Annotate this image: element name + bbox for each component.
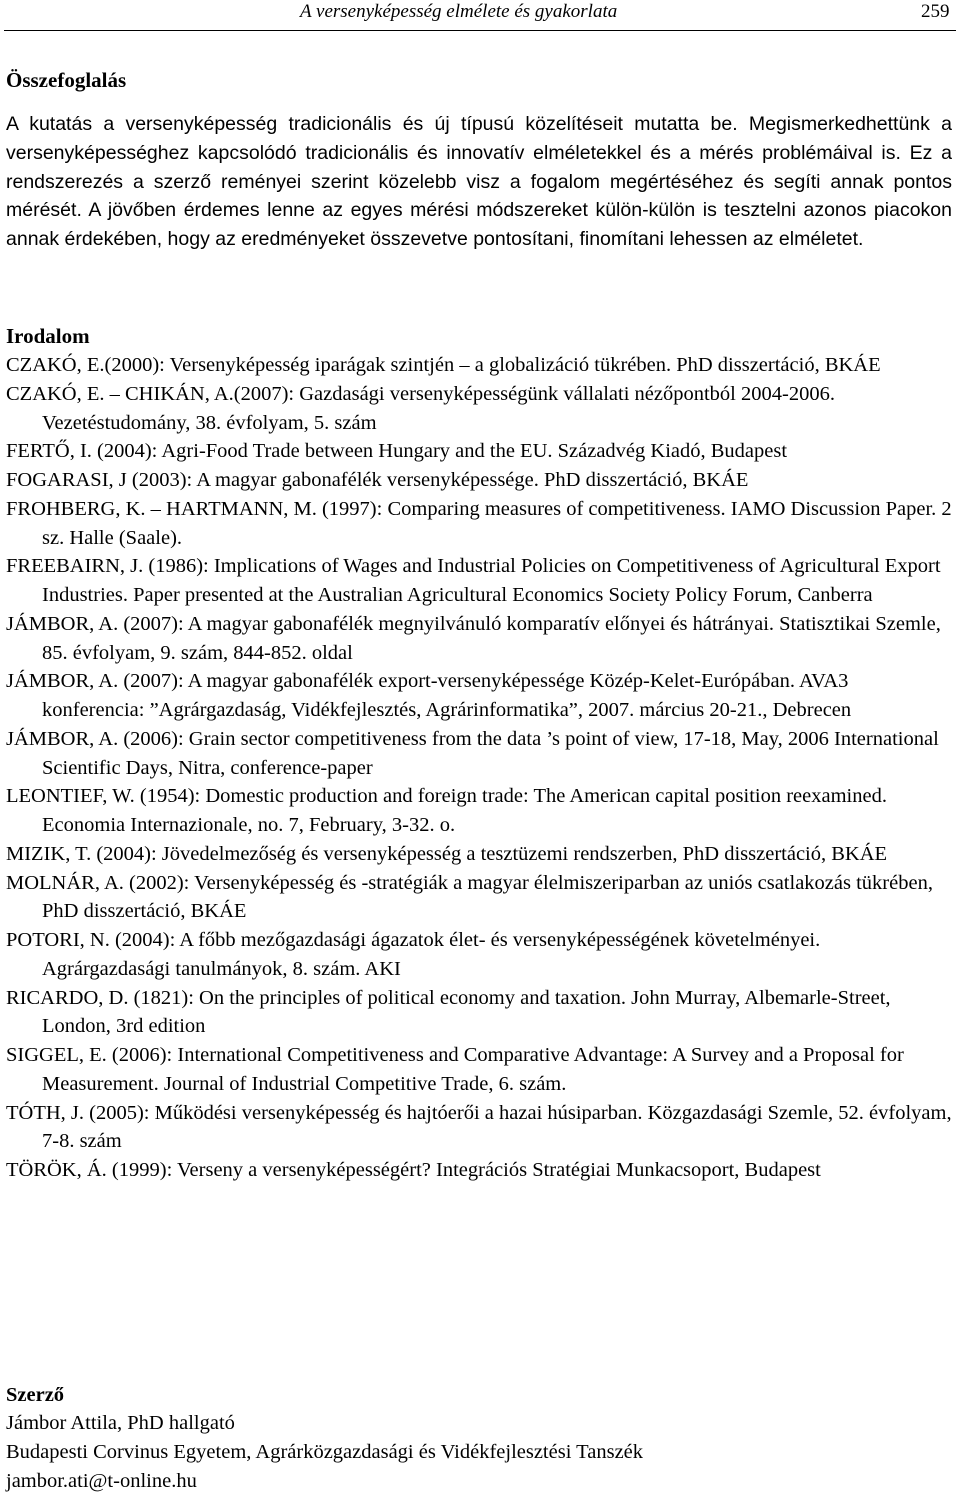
author-affiliation: Budapesti Corvinus Egyetem, Agrárközgazdasági és Vidékfejlesztési Tanszék	[6, 1440, 644, 1463]
reference-item: FERTŐ, I. (2004): Agri-Food Trade between Hungary and the EU. Századvég Kiadó, Budapest	[6, 440, 788, 463]
references-heading: Irodalom	[6, 324, 90, 348]
author-section	[6, 1381, 952, 1495]
reference-item: MOLNÁR, A. (2002): Versenyképesség és -stratégiák a magyar élelmiszeriparban az uniós csatlakozás tükrében, PhD disszertáció, BKÁE	[6, 871, 933, 923]
reference-item: FROHBERG, K. – HARTMANN, M. (1997): Comparing measures of competitiveness. IAMO Discussion Paper. 2 sz. Halle (Saale).	[6, 497, 952, 549]
reference-item: JÁMBOR, A. (2007): A magyar gabonafélék export-versenyképessége Közép-Kelet-Európában. AVA3 konferencia: ”Agrárgazdaság, Vidékfejlesztés, Agrárinformatika”, 2007. március 20-21., Debrecen	[6, 670, 852, 721]
reference-item: FREEBAIRN, J. (1986): Implications of Wages and Industrial Policies on Competitiveness of Agricultural Export Industries. Paper presented at the Australian Agricultural Economics Society Policy Forum, Canberra	[6, 555, 941, 606]
reference-item: POTORI, N. (2004): A főbb mezőgazdasági ágazatok élet- és versenyképességének követelményei. Agrárgazdasági tanulmányok, 8. szám. AKI	[6, 929, 821, 980]
page-number: 259	[921, 1, 950, 22]
reference-item: SIGGEL, E. (2006): International Competitiveness and Comparative Advantage: A Survey and a Proposal for Measurement. Journal of Industrial Competitive Trade, 6. szám.	[6, 1044, 904, 1095]
author-name: Jámbor Attila, PhD hallgató	[6, 1412, 235, 1434]
author-email[interactable]: jambor.ati@t-online.hu	[6, 1469, 197, 1492]
reference-item: CZAKÓ, E. – CHIKÁN, A.(2007): Gazdasági versenyképességünk vállalati nézőpontból 2004-2006. Vezetéstudomány, 38. évfolyam, 5. szám	[6, 382, 835, 434]
reference-item: MIZIK, T. (2004): Jövedelmezőség és versenyképesség a tesztüzemi rendszerben, PhD disszertáció, BKÁE	[6, 842, 888, 865]
reference-item: RICARDO, D. (1821): On the principles of political economy and taxation. John Murray, Albemarle-Street, London, 3rd edition	[6, 986, 891, 1038]
summary-paragraph: A kutatás a versenyképesség tradicionális és új típusú közelítéseit mutatta be. Megismerkedhettünk a versenyképességhez kapcsolódó tradicionális és innovatív elméletekkel és a mérés problémáival is. Ez a rendszerezés a szerző reményei szerint közelebb visz a fogalom megértéséhez és segíti annak pontos mérését. A jövőben érdemes lenne az egyes mérési módszereket külön-külön is tesztelni azonos piacokon annak érdekében, hogy az eredményeket összevetve pontosítani, finomítani lehessen az elméletet.	[6, 113, 952, 251]
reference-item: JÁMBOR, A. (2007): A magyar gabonafélék megnyilvánuló komparatív előnyei és hátrányai. Statisztikai Szemle, 85. évfolyam, 9. szám, 844-852. oldal	[6, 612, 941, 664]
reference-item: JÁMBOR, A. (2006): Grain sector competitiveness from the data ’s point of view, 17-18, May, 2006 International Scientific Days, Nitra, conference-paper	[6, 727, 939, 779]
author-heading: Szerző	[6, 1384, 65, 1406]
reference-item: TÓTH, J. (2005): Működési versenyképesség és hajtóerői a hazai húsiparban. Közgazdasági Szemle, 52. évfolyam, 7-8. szám	[6, 1101, 952, 1153]
reference-item: CZAKÓ, E.(2000): Versenyképesség iparágak szintjén – a globalizáció tükrében. PhD disszertáció, BKÁE	[6, 354, 881, 376]
running-title: A versenyképesség elmélete és gyakorlata	[300, 1, 618, 22]
header-rule	[4, 30, 956, 31]
summary-heading: Összefoglalás	[6, 68, 127, 92]
page-header	[0, 0, 960, 36]
reference-item: LEONTIEF, W. (1954): Domestic production and foreign trade: The American capital position reexamined. Economia Internazionale, no. 7, February, 3-32. o.	[6, 785, 887, 836]
reference-item: FOGARASI, J (2003): A magyar gabonafélék versenyképessége. PhD disszertáció, BKÁE	[6, 469, 749, 491]
reference-item: TÖRÖK, Á. (1999): Verseny a versenyképességért? Integrációs Stratégiai Munkacsoport, Budapest	[6, 1159, 821, 1181]
reference-list	[6, 351, 952, 1185]
